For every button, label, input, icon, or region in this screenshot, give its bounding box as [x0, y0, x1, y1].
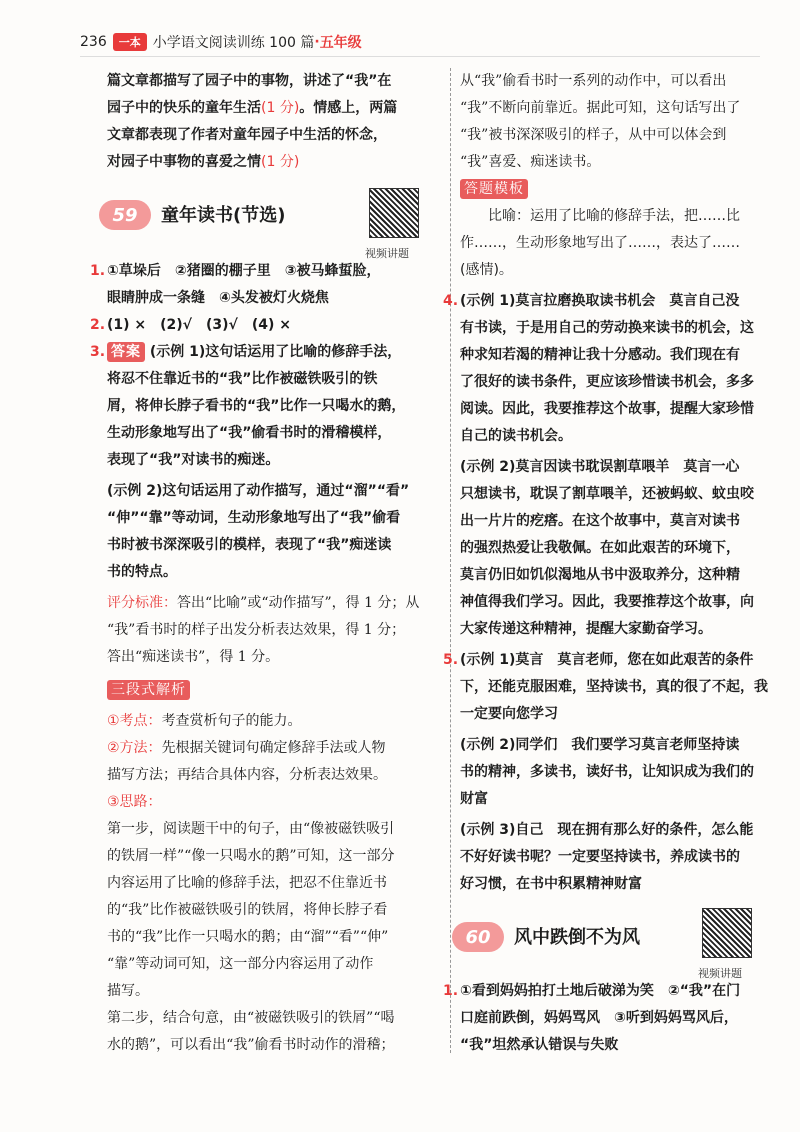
- template-line: 作……，生动形象地写出了……，表达了……: [460, 235, 740, 251]
- intro-block: [107, 68, 437, 176]
- question-number: 3.: [90, 344, 106, 360]
- q1b-block: [443, 978, 768, 1059]
- answer-line: 书的精神，多读书，读好书，让知识成为我们的: [460, 764, 754, 780]
- intro-line: 文章都表现了作者对童年园子中生活的怀念，: [107, 127, 387, 143]
- question-number: 1.: [443, 983, 459, 999]
- answer-line: “我”坦然承认错误与失败: [460, 1037, 619, 1053]
- section-number: 59: [99, 200, 151, 230]
- analysis-key: ①考点：: [107, 713, 162, 729]
- qr-code-icon[interactable]: [702, 908, 752, 958]
- analysis-steps: [107, 816, 437, 1059]
- question-number: 1.: [90, 263, 106, 279]
- analysis-value: 描写方法；再结合具体内容，分析表达效果。: [107, 767, 387, 783]
- qr-label: 视频讲题: [365, 247, 409, 260]
- answer-line: 将忍不住靠近书的“我”比作被磁铁吸引的铁: [107, 371, 378, 387]
- header-divider: [80, 56, 760, 57]
- answer-line: ①草垛后 ②猪圈的棚子里 ③被马蜂蜇脸，: [107, 263, 381, 279]
- q3-block: [90, 339, 437, 586]
- step-line: 的铁屑一样”“像一只喝水的鹅”可知，这一部分: [107, 848, 395, 864]
- continued-analysis: [460, 68, 768, 176]
- answer-line: 有书读，于是用自己的劳动换来读书的机会，这: [460, 320, 754, 336]
- analysis-key: ②方法：: [107, 740, 162, 756]
- answer-line: 神值得我们学习。因此，我要推荐这个故事，向: [460, 594, 754, 610]
- answer-line: 出一片片的疙瘩。在这个故事中，莫言对读书: [460, 513, 740, 529]
- analysis-value: 先根据关键词句确定修辞手法或人物: [161, 740, 386, 756]
- question-number: 2.: [90, 317, 106, 333]
- analysis-line: “我”被书深深吸引的样子，从中可以体会到: [460, 127, 727, 143]
- answer-line: (示例 2)同学们 我们要学习莫言老师坚持读: [460, 737, 740, 753]
- analysis-tag: 三段式解析: [107, 680, 190, 700]
- q5-block: [443, 647, 768, 898]
- step-line: 书的“我”比作一只喝水的鹅；由“溜”“看”“伸”: [107, 929, 389, 945]
- answer-line: (1) × (2)√ (3)√ (4) ×: [107, 317, 292, 333]
- step-line: “靠”等动词可知，这一部分内容运用了动作: [107, 956, 374, 972]
- answer-line: 好习惯，在书中积累精神财富: [460, 876, 642, 892]
- analysis-value: 考查赏析句子的能力。: [161, 713, 302, 729]
- qr-code-icon[interactable]: [369, 188, 419, 238]
- answer-line: 生动形象地写出了“我”偷看书时的滑稽模样，: [107, 425, 392, 441]
- step-line: 的“我”比作被磁铁吸引的铁屑，将伸长脖子看: [107, 902, 388, 918]
- answer-line: 莫言仍旧如饥似渴地从书中汲取养分，这种精: [460, 567, 740, 583]
- section-59-header: [99, 190, 437, 260]
- grade-dot: ·: [314, 34, 320, 50]
- answer-line: 了很好的读书条件，更应该珍惜读书机会，多多: [460, 374, 754, 390]
- answer-tag: 答案: [107, 342, 145, 362]
- section-number: 60: [452, 922, 504, 952]
- answer-line: (示例 1)莫言拉磨换取读书机会 莫言自己没: [460, 293, 740, 309]
- criteria-label: 评分标准：: [107, 595, 177, 611]
- answer-line: 屑，将伸长脖子看书的“我”比作一只喝水的鹅，: [107, 398, 406, 414]
- criteria-line: “我”看书时的样子出发分析表达效果，得 1 分；: [107, 622, 406, 638]
- page-header: [80, 30, 362, 54]
- step-line: 第一步，阅读题干中的句子，由“像被磁铁吸引: [107, 821, 395, 837]
- question-number: 5.: [443, 652, 459, 668]
- answer-line: 书的特点。: [107, 564, 177, 580]
- answer-line: (示例 3)自己 现在拥有那么好的条件，怎么能: [460, 822, 754, 838]
- criteria-line: 答出“比喻”或“动作描写”，得 1 分；从: [177, 595, 420, 611]
- analysis-key: ③思路：: [107, 794, 162, 810]
- answer-line: 财富: [460, 791, 488, 807]
- step-line: 第二步，结合句意，由“被磁铁吸引的铁屑”“喝: [107, 1010, 395, 1026]
- answer-line: 阅读。因此，我要推荐这个故事，提醒大家珍惜: [460, 401, 754, 417]
- step-line: 水的鹅”，可以看出“我”偷看书时动作的滑稽；: [107, 1037, 395, 1053]
- scoring-criteria: [107, 590, 437, 671]
- step-line: 内容运用了比喻的修辞手法，把忍不住靠近书: [107, 875, 387, 891]
- answer-line: 表现了“我”对读书的痴迷。: [107, 452, 280, 468]
- intro-line: 对园子中事物的喜爱之情(1 分): [107, 154, 300, 170]
- intro-line: 园子中的快乐的童年生活(1 分)。情感上，两篇: [107, 100, 398, 116]
- answer-line: 眼睛肿成一条缝 ④头发被灯火烧焦: [107, 290, 329, 306]
- criteria-line: 答出“痴迷读书”，得 1 分。: [107, 649, 280, 665]
- template-line: 比喻：运用了比喻的修辞手法，把……比: [488, 208, 740, 224]
- answer-line: 不好好读书呢？一定要坚持读书，养成读书的: [460, 849, 740, 865]
- q4-block: [443, 288, 768, 643]
- answer-line: 种求知若渴的精神让我十分感动。我们现在有: [460, 347, 740, 363]
- section-title: 童年读书(节选): [161, 204, 286, 226]
- answer-line: 口庭前跌倒，妈妈骂风 ③听到妈妈骂风后，: [460, 1010, 738, 1026]
- step-line: 描写。: [107, 983, 149, 999]
- template-tag: 答题模板: [460, 179, 528, 199]
- book-title: 小学语文阅读训练 100 篇: [152, 35, 315, 51]
- answer-line: “伸”“靠”等动词，生动形象地写出了“我”偷看: [107, 510, 401, 526]
- page-number: 236: [80, 34, 107, 50]
- right-column: [443, 68, 768, 1059]
- answer-line: 的强烈热爱让我敬佩。在如此艰苦的环境下，: [460, 540, 740, 556]
- answer-line: (示例 2)这句话运用了动作描写，通过“溜”“看”: [107, 483, 410, 499]
- analysis-block: [107, 677, 437, 1059]
- analysis-line: “我”喜爱、痴迷读书。: [460, 154, 601, 170]
- answer-line: (示例 1)莫言 莫言老师，您在如此艰苦的条件: [460, 652, 754, 668]
- answer-line: 自己的读书机会。: [460, 428, 572, 444]
- answer-line: 下，还能克服困难，坚持读书，真的很了不起，我: [460, 679, 768, 695]
- grade-label: 五年级: [319, 35, 362, 51]
- question-number: 4.: [443, 293, 459, 309]
- answer-line: 一定要向您学习: [460, 706, 558, 722]
- q1-block: [90, 258, 437, 312]
- answer-line: (示例 2)莫言因读书耽误割草喂羊 莫言一心: [460, 459, 740, 475]
- answer-line: 书时被书深深吸引的模样，表现了“我”痴迷读: [107, 537, 392, 553]
- analysis-line: 从“我”偷看书时一系列的动作中，可以看出: [460, 73, 727, 89]
- answer-line: ①看到妈妈拍打土地后破涕为笑 ②“我”在门: [460, 983, 741, 999]
- answer-line: 大家传递这种精神，提醒大家勤奋学习。: [460, 621, 712, 637]
- analysis-line: “我”不断向前靠近。据此可知，这句话写出了: [460, 100, 741, 116]
- answer-line: (示例 1)这句话运用了比喻的修辞手法，: [145, 344, 402, 360]
- intro-line: 篇文章都描写了园子中的事物，讲述了“我”在: [107, 73, 392, 89]
- column-divider: [450, 68, 451, 1053]
- brand-logo: 一本: [113, 33, 147, 51]
- template-line: (感情)。: [460, 262, 513, 278]
- section-60-header: [452, 912, 768, 980]
- q2-block: [90, 312, 437, 339]
- answer-template: [460, 176, 768, 284]
- section-title: 风中跌倒不为风: [514, 926, 640, 948]
- left-column: [90, 68, 437, 1059]
- answer-line: 只想读书，耽误了割草喂羊，还被蚂蚁、蚊虫咬: [460, 486, 754, 502]
- qr-label: 视频讲题: [698, 967, 742, 980]
